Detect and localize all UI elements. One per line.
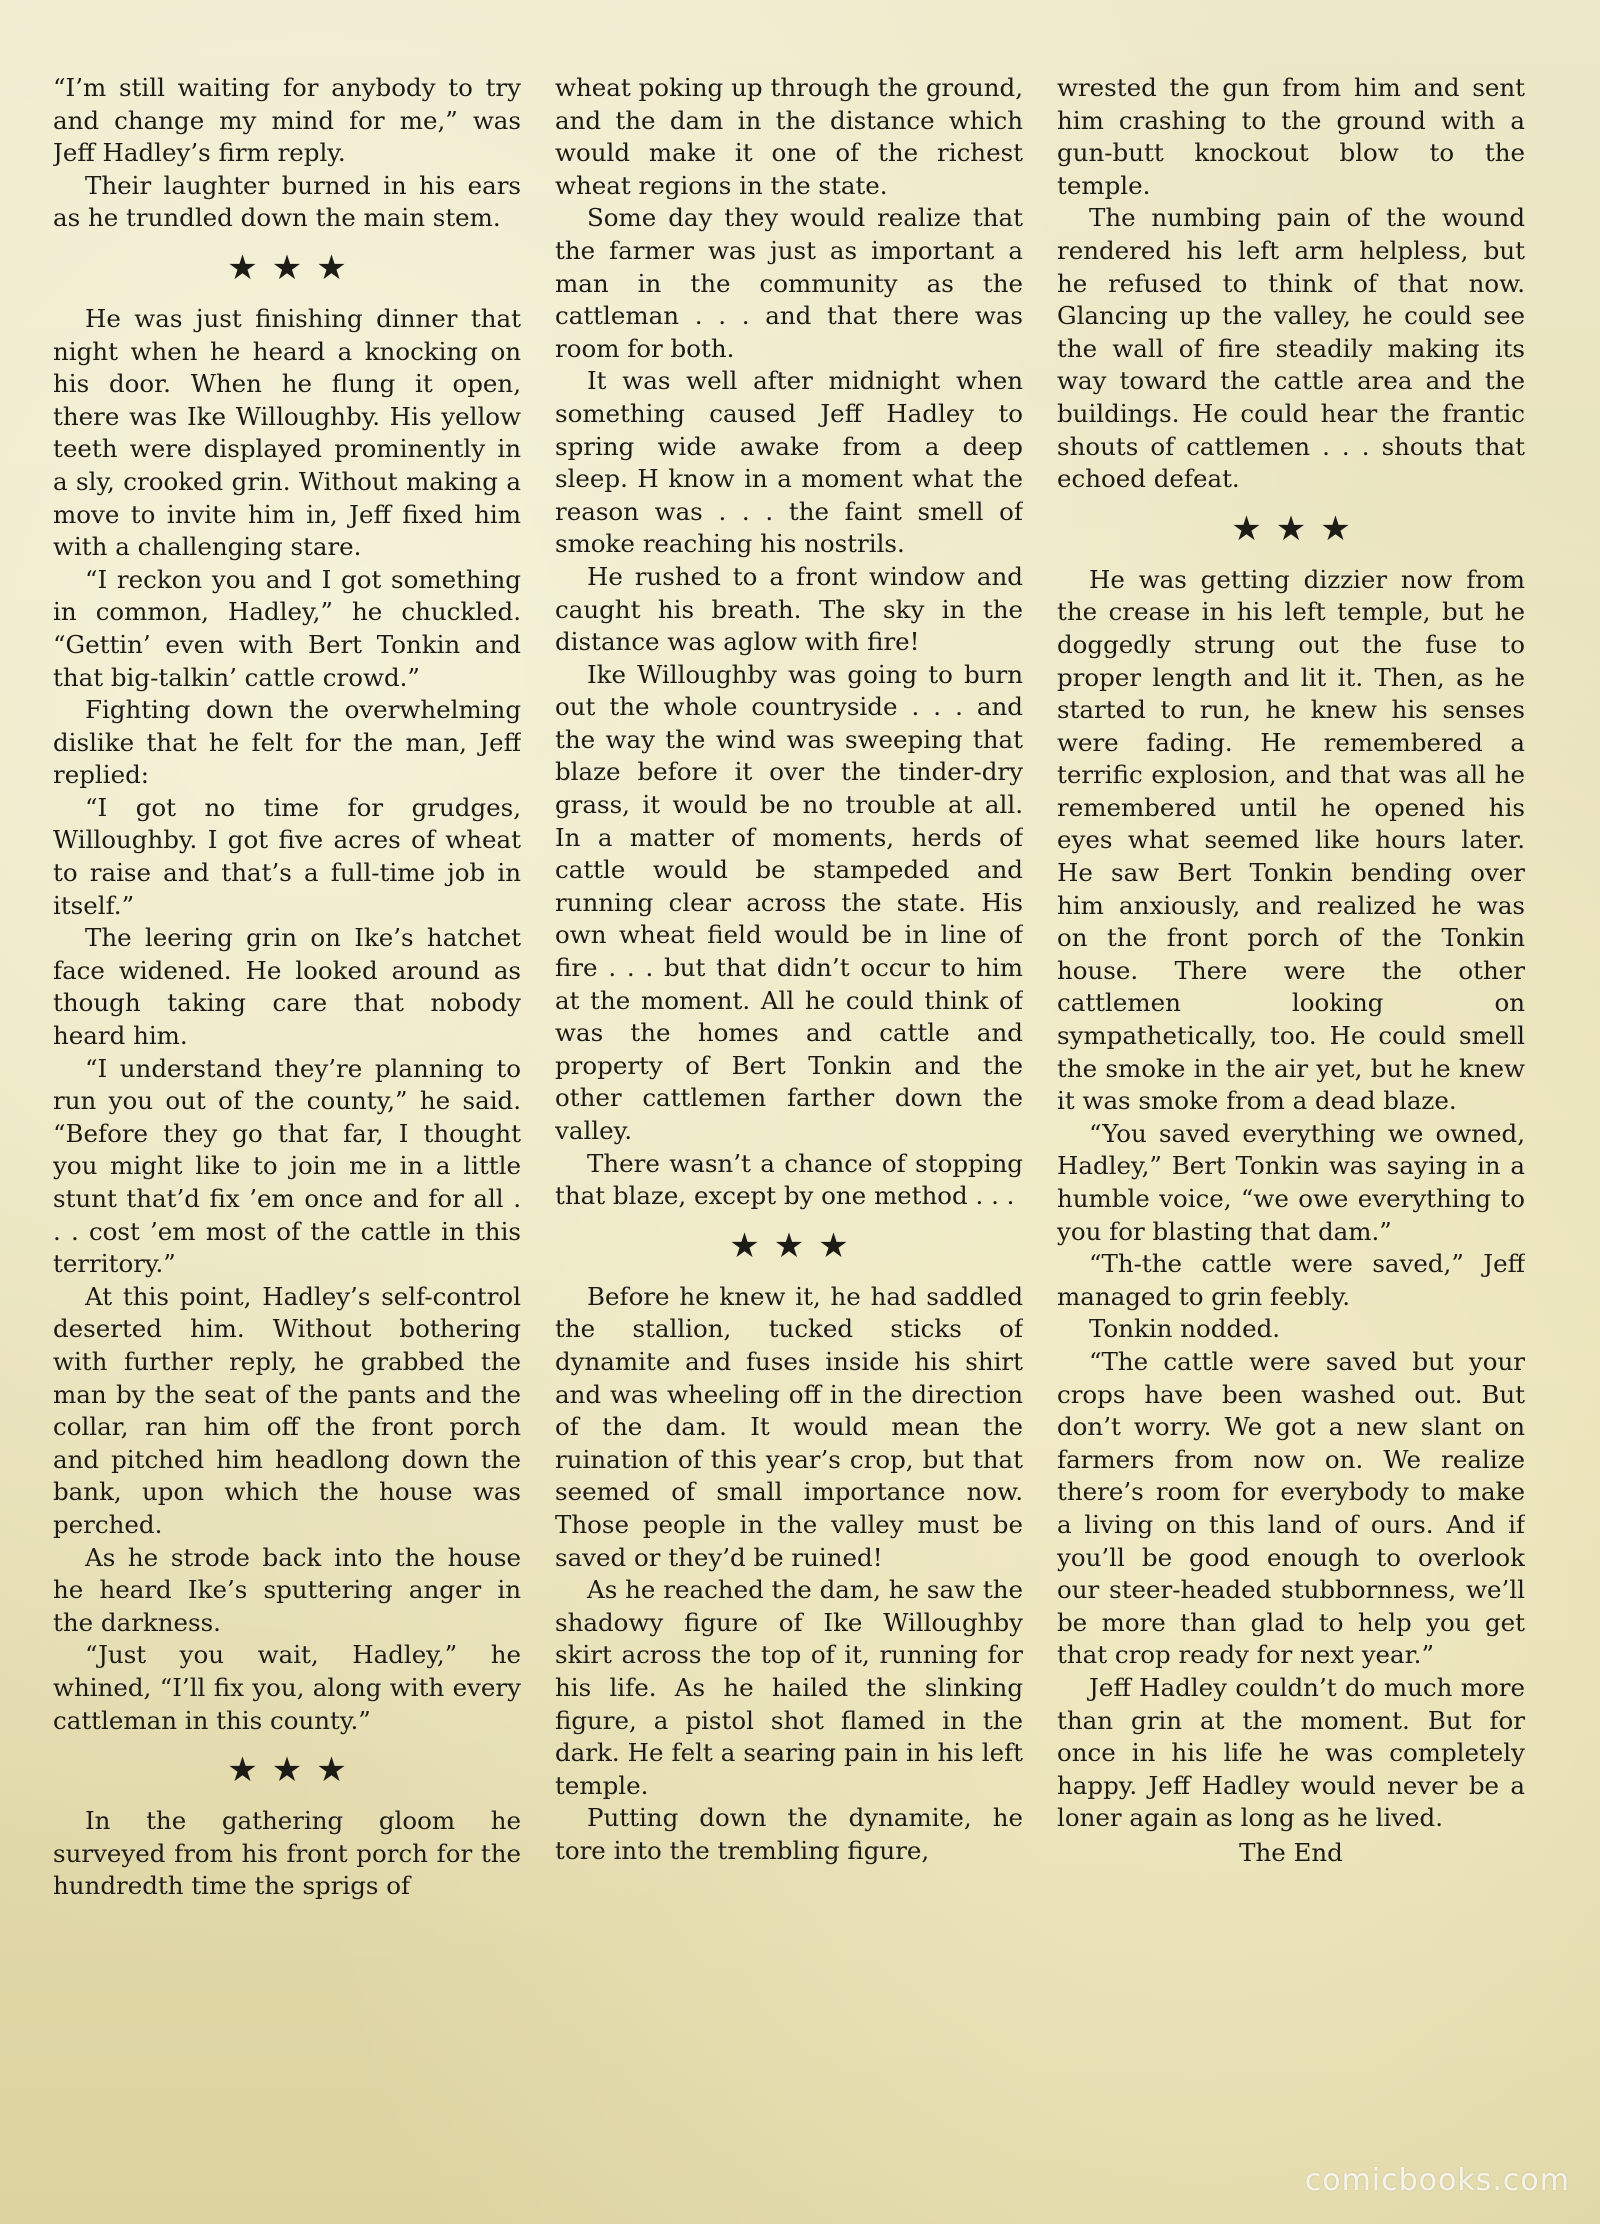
section-break-stars: ★★★ [227, 1750, 361, 1791]
paragraph: At this point, Hadley’s self-control deserted him. Without bothering with further reply, he grabbed the man by the seat of the pants and the collar, ran him off the front porch and pitched him headlong down the bank, upon which the house was perched. [53, 1281, 521, 1539]
paragraph: “The cattle were saved but your crops have been washed out. But don’t worry. We got a new slant on farmers from now on. We realize there’s room for everybody to make a living on this land of ours. And if you’ll be good enough to overlook our steer-headed stubbornness, we’ll be more than glad to help you get that crop ready for next year.” [1057, 1346, 1525, 1670]
section-break-stars: ★★★ [227, 247, 361, 288]
paragraph: “I got no time for grudges, Willoughby. I got five acres of wheat to raise and that’s a full-time job in itself.” [53, 792, 521, 920]
paragraph: As he strode back into the house he heard Ike’s sputtering anger in the darkness. [53, 1542, 521, 1637]
paragraph: “Th-the cattle were saved,” Jeff managed to grin feebly. [1057, 1249, 1525, 1311]
paragraph: It was well after midnight when something caused Jeff Hadley to spring wide awake from a deep sleep. H know in a moment what the reason was . . . the faint smell of smoke reaching his nostrils. [555, 366, 1023, 559]
paragraph: “You saved everything we owned, Hadley,” Bert Tonkin was saying in a humble voice, “we owe everything to you for blasting that dam.” [1057, 1118, 1525, 1246]
paragraph: The numbing pain of the wound rendered his left arm helpless, but he refused to think of that now. Glancing up the valley, he could see the wall of fire steadily making its way toward the cattle area and the buildings. He could hear the frantic shouts of cattlemen . . . shouts that echoed defeat. [1057, 203, 1525, 494]
paragraph: Tonkin nodded. [1089, 1314, 1281, 1344]
paragraph: wrested the gun from him and sent him crashing to the ground with a gun-butt knockout blow to the temple. [1057, 73, 1525, 200]
paragraph: He rushed to a front window and caught his breath. The sky in the distance was aglow with fire! [555, 561, 1023, 657]
paragraph: Putting down the dynamite, he tore into the trembling figure, [555, 1803, 1023, 1865]
paragraph: Before he knew it, he had saddled the stallion, tucked sticks of dynamite and fuses inside his shirt and was wheeling off in the direction of the dam. It would mean the ruination of this year’s crop, but that seemed of small importance now. Those people in the valley must be saved or they’d be ruined! [555, 1281, 1023, 1572]
text-column-3 [1057, 72, 1525, 2102]
paragraph: Jeff Hadley couldn’t do much more than grin at the moment. But for once in his life he was completely happy. Jeff Hadley would never be a loner again as long as he lived. [1057, 1672, 1525, 1833]
paragraph: There wasn’t a chance of stopping that blaze, except by one method . . . [555, 1148, 1023, 1211]
paragraph: Their laughter burned in his ears as he trundled down the main stem. [53, 170, 521, 233]
paragraph: In the gathering gloom he surveyed from his front porch for the hundredth time the sprigs of [53, 1806, 521, 1901]
paragraph: “Just you wait, Hadley,” he whined, “I’ll fix you, along with every cattleman in this county.” [53, 1640, 521, 1735]
paragraph: The leering grin on Ike’s hatchet face widened. He looked around as though taking care that nobody heard him. [53, 923, 521, 1051]
section-break-stars: ★★★ [729, 1225, 863, 1266]
story-end-label: The End [1239, 1837, 1343, 1867]
paragraph: “I understand they’re planning to run you out of the county,” he said. “Before they go that far, I thought you might like to join me in a little stunt that’d fix ’em once and for all . . . cost ’em most of the cattle in this territory.” [53, 1053, 521, 1279]
paragraph: “I’m still waiting for anybody to try and change my mind for me,” was Jeff Hadley’s firm reply. [53, 73, 521, 168]
paragraph: Fighting down the overwhelming dislike that he felt for the man, Jeff replied: [53, 695, 521, 790]
paragraph: “I reckon you and I got something in common, Hadley,” he chuckled. “Gettin’ even with Bert Tonkin and that big-talkin’ cattle crowd.” [53, 564, 521, 692]
section-break-stars: ★★★ [1231, 508, 1365, 549]
paragraph: He was getting dizzier now from the crease in his left temple, but he doggedly strung out the fuse to proper length and lit it. Then, as he started to run, he knew his senses were fading. He remembered a terrific explosion, and that was all he remembered until he opened his eyes what seemed like hours later. He saw Bert Tonkin bending over him anxiously, and realized he was on the front porch of the Tonkin house. There were the other cattlemen looking on sympathetically, too. He could smell the smoke in the air yet, but he knew it was smoke from a dead blaze. [1057, 564, 1525, 1116]
paragraph: He was just finishing dinner that night when he heard a knocking on his door. When he flung it open, there was Ike Willoughby. His yellow teeth were displayed prominently in a sly, crooked grin. Without making a move to invite him in, Jeff fixed him with a challenging stare. [53, 303, 521, 562]
text-column-2 [555, 72, 1023, 2102]
site-watermark: comicbooks.com [1304, 2163, 1570, 2198]
paragraph: As he reached the dam, he saw the shadowy figure of Ike Willoughby skirt across the top of it, running for his life. As he hailed the slinking figure, a pistol shot flamed in the dark. He felt a searing pain in his left temple. [555, 1575, 1023, 1800]
paragraph: wheat poking up through the ground, and the dam in the distance which would make it one of the richest wheat regions in the state. [555, 73, 1023, 200]
text-column-1 [53, 72, 521, 2102]
paragraph: Ike Willoughby was going to burn out the whole countryside . . . and the way the wind was sweeping that blaze before it over the tinder-dry grass, it would be no trouble at all. In a matter of moments, herds of cattle would be stampeded and running clear across the state. His own wheat field would be in line of fire . . . but that didn’t occur to him at the moment. All he could think of was the homes and cattle and property of Bert Tonkin and the other cattlemen farther down the valley. [555, 659, 1023, 1145]
paragraph: Some day they would realize that the farmer was just as important a man in the community as the cattleman . . . and that there was room for both. [555, 203, 1023, 363]
